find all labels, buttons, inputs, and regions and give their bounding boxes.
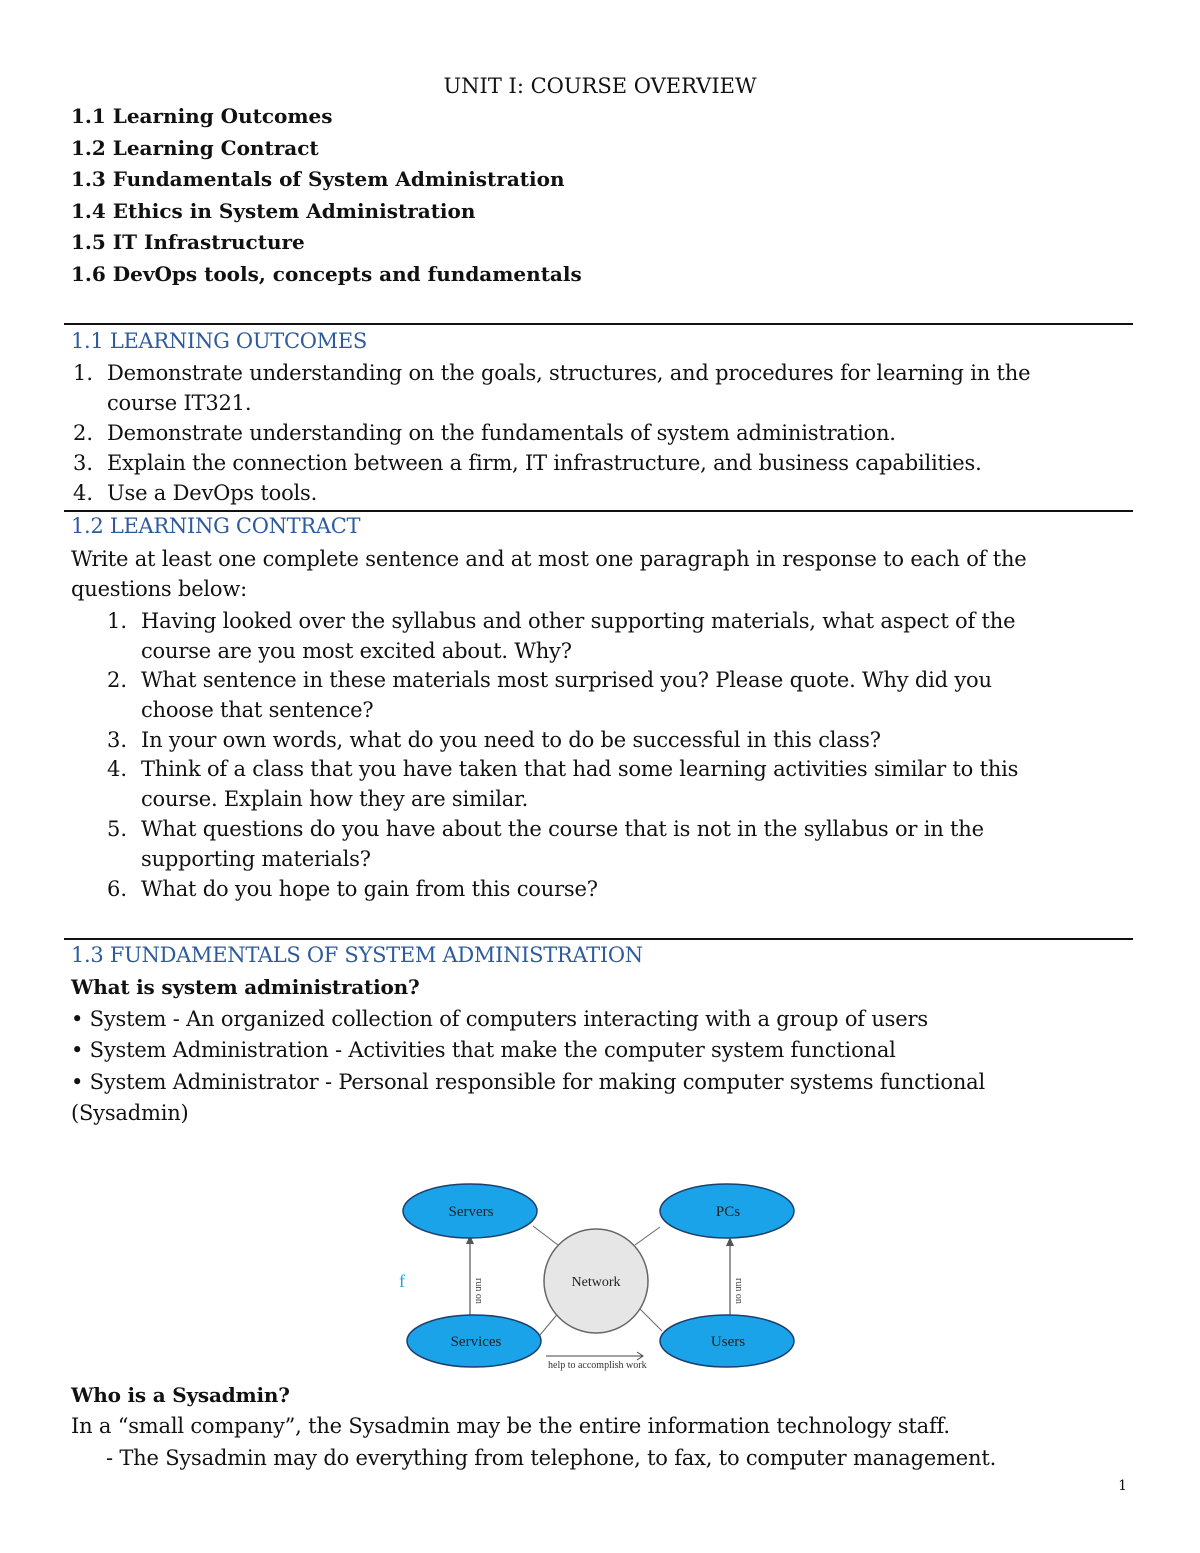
connector-line (640, 1309, 662, 1331)
list-item: What sentence in these materials most surprised you? Please quote. Why did you (141, 668, 992, 692)
section-heading-contract: 1.2 LEARNING CONTRACT (71, 514, 361, 538)
list-item: Demonstrate understanding on the fundamentals of system administration. (107, 421, 896, 445)
list-number: 1. (72, 361, 93, 385)
section-divider (64, 938, 1133, 940)
list-item: Having looked over the syllabus and other supporting materials, what aspect of the (141, 609, 1016, 633)
list-item-continued: course are you most excited about. Why? (141, 639, 572, 663)
connector-line (533, 1226, 558, 1245)
list-number: 5. (106, 817, 127, 841)
contract-intro: Write at least one complete sentence and at most one paragraph in response to each of the (71, 547, 1027, 571)
page-number: 1 (1118, 1478, 1127, 1494)
list-number: 4. (72, 481, 93, 505)
list-item: Explain the connection between a firm, IT infrastructure, and business capabilities. (107, 451, 982, 475)
section-heading-fundamentals: 1.3 FUNDAMENTALS OF SYSTEM ADMINISTRATION (71, 943, 643, 967)
list-item: What questions do you have about the course that is not in the syllabus or in the (141, 817, 984, 841)
list-number: 2. (72, 421, 93, 445)
bullet-item: • System Administrator - Personal responsible for making computer systems functional (71, 1070, 985, 1094)
subheading-what-is: What is system administration? (71, 975, 420, 999)
toc-item: 1.6 DevOps tools, concepts and fundamentals (71, 262, 582, 286)
list-number: 6. (106, 877, 127, 901)
node-label-users: Users (710, 1334, 746, 1350)
bullet-item: • System - An organized collection of computers interacting with a group of users (71, 1007, 928, 1031)
sysadmin-diagram (390, 1175, 810, 1375)
node-label-network: Network (571, 1275, 621, 1290)
toc-item: 1.4 Ethics in System Administration (71, 199, 476, 223)
list-item: Think of a class that you have taken that had some learning activities similar to this (141, 757, 1019, 781)
list-item-continued: course IT321. (107, 391, 252, 415)
subheading-who-is: Who is a Sysadmin? (71, 1383, 290, 1407)
list-item: Use a DevOps tools. (107, 481, 318, 505)
section-divider (64, 323, 1133, 325)
list-number: 1. (106, 609, 127, 633)
list-item: In your own words, what do you need to do be successful in this class? (141, 728, 881, 752)
list-item: Demonstrate understanding on the goals, structures, and procedures for learning in the (107, 361, 1031, 385)
paragraph: In a “small company”, the Sysadmin may be the entire information technology staff. (71, 1414, 950, 1438)
arrow-label-left: run on (473, 1278, 484, 1304)
bullet-item-continued: (Sysadmin) (71, 1101, 189, 1125)
bottom-arrow-label: help to accomplish work (548, 1360, 647, 1371)
list-number: 3. (72, 451, 93, 475)
toc-item: 1.3 Fundamentals of System Administration (71, 167, 565, 191)
list-item: What do you hope to gain from this course? (141, 877, 598, 901)
connector-line (635, 1227, 660, 1245)
bullet-item: • System Administration - Activities that make the computer system functional (71, 1038, 896, 1062)
list-item-continued: supporting materials? (141, 847, 371, 871)
list-number: 4. (106, 757, 127, 781)
node-label-pcs: PCs (715, 1204, 741, 1220)
section-divider (64, 510, 1133, 512)
toc-item: 1.5 IT Infrastructure (71, 230, 305, 254)
unit-title: UNIT I: COURSE OVERVIEW (443, 74, 757, 98)
list-number: 3. (106, 728, 127, 752)
list-number: 2. (106, 668, 127, 692)
toc-item: 1.1 Learning Outcomes (71, 104, 333, 128)
arrow-label-right: run on (733, 1278, 744, 1304)
node-label-services: Services (450, 1334, 502, 1350)
list-item-continued: course. Explain how they are similar. (141, 787, 529, 811)
list-item-continued: choose that sentence? (141, 698, 374, 722)
contract-intro-continued: questions below: (71, 577, 248, 601)
node-label-servers: Servers (448, 1204, 494, 1220)
paragraph-indented: - The Sysadmin may do everything from telephone, to fax, to computer management. (106, 1446, 997, 1470)
section-heading-outcomes: 1.1 LEARNING OUTCOMES (71, 329, 367, 353)
stray-mark: f (399, 1271, 405, 1291)
toc-item: 1.2 Learning Contract (71, 136, 319, 160)
